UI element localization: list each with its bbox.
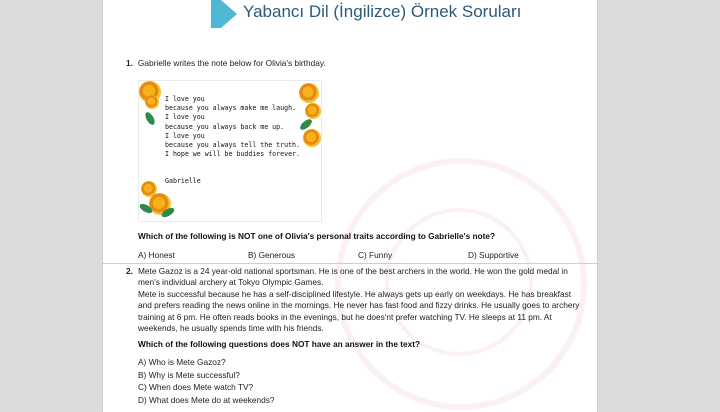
note-line: I love you xyxy=(165,131,205,140)
question-2 xyxy=(126,266,586,408)
question-2-paragraph-1: Mete Gazoz is a 24 year-old national sportsman. He is one of the best archers in the world. He won the gold medal in men's individual archery at Tokyo Olympic Games. xyxy=(138,266,568,288)
note-line: I love you xyxy=(165,95,205,103)
header-arrow-icon xyxy=(221,0,237,28)
note-line: because you always make me laugh. xyxy=(165,104,297,113)
option-d[interactable]: D) Supportive xyxy=(468,250,519,260)
question-2-prompt: Which of the following questions does NOT have an answer in the text? xyxy=(138,339,421,350)
header-accent-bar xyxy=(211,0,221,28)
question-1-prompt: Which of the following is NOT one of Olivia's personal traits according to Gabrielle's note? xyxy=(138,231,496,241)
question-divider xyxy=(103,263,597,264)
exam-page xyxy=(103,0,597,412)
question-1-intro xyxy=(126,58,326,68)
option-d[interactable]: D) What does Mete do at weekends? xyxy=(138,394,275,405)
option-b[interactable]: B) Why is Mete successful? xyxy=(138,369,240,380)
question-1-options xyxy=(138,250,558,262)
note-signature: Gabrielle xyxy=(165,177,201,185)
question-2-number: 2. xyxy=(126,266,133,276)
option-c[interactable]: C) When does Mete watch TV? xyxy=(138,382,254,393)
option-a[interactable]: A) Honest xyxy=(138,250,175,260)
birthday-note-image xyxy=(138,80,322,222)
flower-icon xyxy=(145,95,159,109)
note-text xyxy=(165,95,315,159)
question-1-number: 1. xyxy=(126,58,133,68)
option-a[interactable]: A) Who is Mete Gazoz? xyxy=(138,356,226,367)
page-title: Yabancı Dil (İngilizce) Örnek Soruları xyxy=(243,2,522,21)
option-b[interactable]: B) Generous xyxy=(248,250,296,260)
note-line: I hope we will be buddies forever. xyxy=(165,150,300,159)
note-line: because you always tell the truth. xyxy=(165,141,300,150)
question-1-intro-text: Gabrielle writes the note below for Olivia's birthday. xyxy=(137,58,326,68)
option-c[interactable]: C) Funny xyxy=(358,250,393,260)
leaf-icon xyxy=(143,111,156,127)
question-2-paragraph-2: Mete is successful because he has a self-disciplined lifestyle. He always gets up early on weekdays. He has breakfast and prefers reading the news online in the mornings. He never has fast food and fizzy drinks. He usually goes to archery training at 6 pm. He often reads books in the evenings, but he does'nt prefer watching TV. He sleeps at 11 pm. At weekends, he usually spends time with his friends. xyxy=(138,288,580,334)
question-2-options xyxy=(138,357,586,407)
note-line: because you always back me up. xyxy=(165,122,285,131)
note-line: I love you xyxy=(165,113,205,122)
